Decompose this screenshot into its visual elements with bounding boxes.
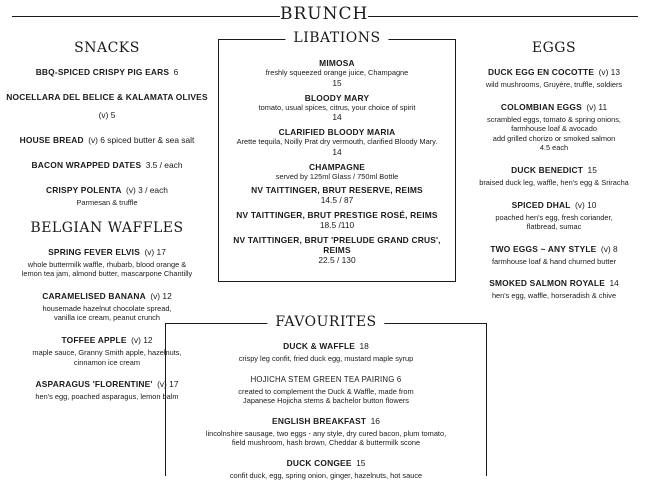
item-title-line	[4, 286, 210, 304]
item-name: HOUSE BREAD	[19, 135, 84, 145]
menu-item	[219, 162, 455, 182]
item-price: 15	[332, 77, 342, 88]
item-name: DUCK BENEDICT	[511, 164, 584, 175]
item-name: DUCK & WAFFLE	[283, 341, 356, 351]
item-title-line	[166, 411, 486, 429]
menu-item	[462, 195, 646, 232]
item-description: confit duck, egg, spring onion, ginger, hazelnuts, hot sauce	[229, 470, 423, 480]
item-description: braised duck leg, waffle, hen's egg & Sriracha	[479, 177, 629, 187]
menu-item	[166, 411, 486, 448]
item-title-line	[4, 155, 210, 173]
item-description: Parmesan & truffle	[76, 198, 138, 207]
item-name: BLOODY MARY	[304, 92, 370, 103]
item-price: 15	[356, 457, 366, 468]
item-description: created to complement the Duck & Waffle, made from	[238, 386, 414, 396]
item-price: (v) 17	[157, 379, 179, 390]
item-title-line	[4, 87, 210, 123]
item-name: BACON WRAPPED DATES	[31, 160, 142, 170]
menu-item	[4, 286, 210, 323]
item-price: 14	[332, 112, 342, 123]
item-name: ASPARAGUS 'FLORENTINE'	[35, 379, 153, 390]
menu-item	[219, 235, 455, 266]
item-description: lincolnshire sausage, two eggs - any style, dry cured bacon, plum tomato,	[205, 428, 447, 438]
favourites-box	[165, 314, 487, 480]
item-name: TOFFEE APPLE	[61, 334, 127, 345]
menu-item	[4, 180, 210, 208]
item-title-line	[462, 195, 646, 213]
item-price: (v) 5	[98, 110, 116, 120]
item-price: (v) 10	[575, 199, 597, 210]
item-description: farmhouse loaf & hand churned butter	[491, 256, 617, 266]
item-title-line	[166, 369, 486, 387]
item-description: Arette tequila, Noilly Prat dry vermouth, clarified Bloody Mary.	[236, 137, 438, 147]
item-description: poached hen's egg, fresh coriander,	[495, 212, 613, 222]
item-name: DUCK CONGEE	[286, 457, 352, 468]
item-price: (v) 6 spiced butter & sea salt	[88, 135, 195, 145]
menu-item	[219, 127, 455, 158]
item-title-line	[462, 273, 646, 291]
libations-list	[219, 58, 455, 270]
item-description: lemon tea jam, almond butter, mascarpone Chantilly	[21, 269, 193, 279]
menu-item	[166, 453, 486, 481]
item-name: NV TAITTINGER, BRUT 'PRELUDE GRAND CRUS', REIMS	[233, 235, 441, 256]
item-price: 3.5 / each	[145, 160, 183, 170]
item-name: ENGLISH BREAKFAST	[272, 415, 367, 426]
item-name: COLOMBIAN EGGS	[500, 101, 582, 112]
item-name: BBQ-SPICED CRISPY PIG EARS	[35, 67, 170, 77]
item-description: Japanese Hojicha stems & bachelor button flowers	[243, 396, 409, 406]
item-price: 6	[173, 67, 179, 77]
item-description: crispy leg confit, fried duck egg, mustard maple syrup	[238, 354, 414, 363]
menu-item	[166, 336, 486, 364]
item-price: 14.5 / 87	[320, 195, 354, 206]
snacks-heading: SNACKS	[74, 40, 140, 56]
item-price: (v) 3 / each	[126, 185, 168, 195]
item-name: NOCELLARA DEL BELICE & KALAMATA OLIVES	[6, 92, 208, 102]
item-description: maple sauce, Granny Smith apple, hazelnuts,	[32, 347, 182, 357]
item-description: served by 125ml Glass / 750ml Bottle	[275, 171, 399, 181]
menu-item	[219, 185, 455, 206]
snacks-section	[4, 40, 210, 208]
item-title-line	[166, 453, 486, 471]
menu-item	[462, 97, 646, 153]
favourites-list	[166, 336, 486, 486]
item-name: MIMOSA	[319, 58, 355, 68]
item-price: (v) 12	[131, 334, 153, 345]
item-title-line	[4, 62, 210, 80]
snacks-list	[4, 62, 210, 208]
item-description: 4.5 each	[539, 143, 569, 153]
item-price: (v) 13	[598, 67, 621, 77]
item-price: 16	[370, 415, 380, 426]
item-description: vanilla ice cream, peanut crunch	[54, 313, 160, 323]
item-description: hen's egg, waffle, horseradish & chive	[491, 291, 617, 301]
item-description: housemade hazelnut chocolate spread,	[42, 303, 172, 313]
menu-title: BRUNCH	[280, 4, 369, 24]
item-price: (v) 12	[150, 290, 172, 301]
menu-item	[219, 93, 455, 124]
item-description: scrambled eggs, tomato & spring onions,	[487, 114, 621, 124]
menu-item	[462, 62, 646, 90]
item-title-line	[4, 180, 210, 198]
menu-item	[4, 87, 210, 123]
item-name: TWO EGGS ~ ANY STYLE	[490, 243, 597, 254]
title-rule-left	[12, 16, 280, 17]
eggs-list	[462, 62, 646, 301]
item-name: SMOKED SALMON ROYALE	[489, 278, 606, 289]
item-price: (v) 17	[144, 246, 166, 257]
item-title-line	[4, 242, 210, 260]
item-description: hen's egg, poached asparagus, lemon balm	[35, 392, 179, 402]
item-name: HOJICHA STEM GREEN TEA PAIRING 6	[250, 374, 402, 384]
item-name: NV TAITTINGER, BRUT RESERVE, REIMS	[251, 185, 423, 196]
menu-item	[462, 239, 646, 267]
right-column	[462, 40, 646, 308]
item-title-line	[462, 62, 646, 80]
menu-item	[4, 155, 210, 173]
menu-item	[166, 369, 486, 406]
item-title-line	[462, 160, 646, 178]
libations-box	[218, 30, 456, 282]
item-name: NV TAITTINGER, BRUT PRESTIGE ROSÉ, REIMS	[236, 210, 438, 221]
item-description: wild mushrooms, Gruyère, truffle, soldiers	[485, 80, 623, 89]
item-name: DUCK EGG EN COCOTTE	[487, 67, 595, 77]
item-name: CRISPY POLENTA	[46, 185, 122, 195]
item-name: SPICED DHAL	[511, 199, 571, 210]
item-name: CARAMELISED BANANA	[42, 290, 146, 301]
item-price: (v) 11	[586, 101, 608, 112]
item-price: 14	[609, 278, 619, 289]
item-price: 22.5 / 130	[318, 255, 356, 266]
item-price: 14	[332, 146, 342, 157]
item-description: add grilled chorizo or smoked salmon	[492, 133, 616, 143]
item-description: flatbread, sumac	[526, 222, 582, 232]
item-title-line	[4, 130, 210, 148]
item-title-line	[462, 97, 646, 115]
item-price: (v) 8	[600, 243, 618, 254]
title-rule-right	[368, 16, 638, 17]
item-title-line	[462, 239, 646, 257]
item-description: field mushroom, hash brown, Cheddar & buttermilk scone	[231, 438, 421, 448]
item-price: 18.5 /110	[319, 220, 355, 231]
libations-heading: LIBATIONS	[285, 30, 388, 46]
menu-item	[4, 130, 210, 148]
menu-item	[219, 210, 455, 231]
item-description: cinnamon ice cream	[73, 357, 141, 367]
item-description: whole buttermilk waffle, rhubarb, blood orange &	[27, 259, 187, 269]
item-name: SPRING FEVER ELVIS	[48, 246, 140, 257]
item-name: CLARIFIED BLOODY MARIA	[278, 127, 396, 138]
waffles-heading: BELGIAN WAFFLES	[30, 219, 184, 236]
menu-item	[4, 62, 210, 80]
menu-item	[462, 273, 646, 301]
menu-item	[219, 58, 455, 89]
favourites-heading: FAVOURITES	[267, 314, 384, 330]
item-price: 15	[587, 164, 597, 175]
item-description: farmhouse loaf & avocado	[511, 124, 597, 134]
item-description: tomato, usual spices, citrus, your choice of spirit	[258, 102, 416, 112]
menu-item	[4, 242, 210, 279]
item-title-line	[166, 336, 486, 354]
item-price: 18	[359, 341, 369, 351]
menu-item	[462, 160, 646, 188]
title-row	[0, 4, 650, 26]
item-description: freshly squeezed orange juice, Champagne	[265, 68, 409, 77]
eggs-heading: EGGS	[531, 40, 577, 56]
item-name: CHAMPAGNE	[308, 161, 366, 172]
